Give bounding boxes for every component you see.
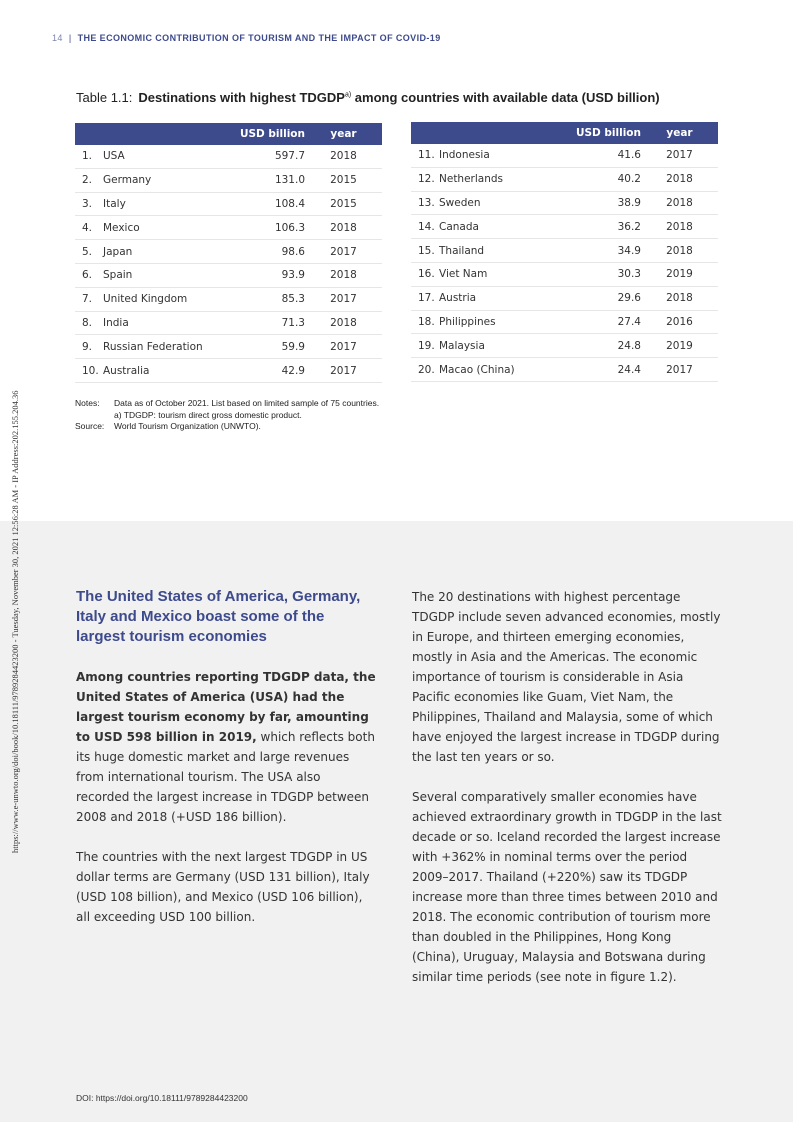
rank: 10. (75, 359, 103, 383)
data-year: 2017 (305, 240, 382, 264)
rank: 19. (411, 334, 439, 358)
source-label: Source: (75, 421, 105, 431)
data-year: 2018 (641, 167, 718, 191)
table-right (411, 122, 718, 382)
tdgdp-value: 41.6 (574, 144, 641, 167)
notes-label: Notes: (75, 398, 100, 408)
data-year: 2015 (305, 168, 382, 192)
table-right-row (411, 334, 718, 358)
data-year: 2018 (305, 216, 382, 240)
rank: 5. (75, 240, 103, 264)
table-title: Destinations with highest TDGDP$^{a)}$ among countries with available data (USD billion) (138, 90, 660, 105)
rank: 6. (75, 263, 103, 287)
tdgdp-value: 29.6 (574, 286, 641, 310)
rank: 16. (411, 262, 439, 286)
tdgdp-value: 131.0 (238, 168, 305, 192)
table-right-row (411, 215, 718, 239)
left-paragraph-1-rest: which reflects both its huge domestic market and large revenues from international tourism. The USA also recorded the largest increase in TDGDP between 2008 and 2018 (+USD 186 billion). (76, 730, 375, 824)
data-year: 2017 (305, 287, 382, 311)
country-name: Austria (439, 286, 574, 310)
data-year: 2018 (305, 145, 382, 168)
left-paragraph-1-bold: Among countries reporting TDGDP data, the United States of America (USA) had the largest tourism economy by far, amounting to USD 598 billion in 2019, (76, 670, 376, 744)
tdgdp-value: 93.9 (238, 263, 305, 287)
rank: 13. (411, 191, 439, 215)
table-left-row (75, 216, 382, 240)
country-name: Indonesia (439, 144, 574, 167)
tdgdp-value: 36.2 (574, 215, 641, 239)
access-stamp (10, 268, 20, 853)
header-title: THE ECONOMIC CONTRIBUTION OF TOURISM AND THE IMPACT OF COVID-19 (77, 33, 441, 43)
country-name: Canada (439, 215, 574, 239)
table-left-row (75, 311, 382, 335)
country-name: Sweden (439, 191, 574, 215)
country-name: Netherlands (439, 167, 574, 191)
tdgdp-value: 108.4 (238, 192, 305, 216)
table-caption (76, 90, 660, 105)
left-paragraph-2: The countries with the next largest TDGDP in US dollar terms are Germany (USD 131 billion), Italy (USD 108 billion), and Mexico (USD 106 billion), all exceeding USD 100 billion. (76, 850, 370, 924)
tdgdp-value: 27.4 (574, 310, 641, 334)
access-stamp-text: https://www.e-unwto.org/doi/book/10.18111/9789284423200 - Tuesday, November 30, 2021 12:56:28 AM - IP Address:202.155.204.36 (10, 390, 20, 853)
section-heading: The United States of America, Germany, Italy and Mexico boast some of the largest tourism economies (76, 588, 361, 645)
table-left (75, 123, 382, 383)
rank: 4. (75, 216, 103, 240)
country-name: Viet Nam (439, 262, 574, 286)
rank: 18. (411, 310, 439, 334)
table-right-header-blank-2 (439, 122, 574, 144)
rank: 8. (75, 311, 103, 335)
table-label: Table 1.1: (76, 90, 133, 105)
table-right-header-year: year (641, 122, 718, 144)
tdgdp-value: 40.2 (574, 167, 641, 191)
data-year: 2018 (641, 215, 718, 239)
rank: 7. (75, 287, 103, 311)
table-left-row (75, 359, 382, 383)
country-name: Mexico (103, 216, 238, 240)
rank: 12. (411, 167, 439, 191)
country-name: India (103, 311, 238, 335)
data-year: 2016 (641, 310, 718, 334)
left-text-column (76, 587, 376, 947)
table-left-header-blank (75, 123, 103, 145)
table-left-row (75, 287, 382, 311)
data-year: 2018 (641, 239, 718, 263)
tdgdp-value: 59.9 (238, 335, 305, 359)
table-left-header-value: USD billion (238, 123, 305, 145)
table-right-row (411, 239, 718, 263)
footnote-a: a) TDGDP: tourism direct gross domestic product. (114, 409, 302, 420)
data-year: 2018 (641, 286, 718, 310)
table-left-body (75, 145, 382, 382)
tdgdp-value: 34.9 (574, 239, 641, 263)
left-paragraph-1 (76, 667, 376, 827)
right-paragraph-1: The 20 destinations with highest percentage TDGDP include seven advanced economies, mostly in Europe, and thirteen emerging economies, mostly in Asia and the Americas. The economic importance of tourism is considerable in Asia Pacific economies like Guam, Viet Nam, the Philippines, Thailand and Malaysia, some of which have enjoyed the largest increase in TDGDP during the last ten years or so. (412, 590, 721, 764)
tdgdp-value: 24.4 (574, 358, 641, 382)
right-text-column (412, 587, 722, 1007)
rank: 20. (411, 358, 439, 382)
country-name: Germany (103, 168, 238, 192)
tdgdp-value: 38.9 (574, 191, 641, 215)
table-left-row (75, 240, 382, 264)
country-name: USA (103, 145, 238, 168)
tdgdp-value: 42.9 (238, 359, 305, 383)
rank: 11. (411, 144, 439, 167)
rank: 9. (75, 335, 103, 359)
doi-link[interactable]: DOI: https://doi.org/10.18111/9789284423200 (76, 1093, 248, 1103)
table-left-row (75, 168, 382, 192)
table-notes (75, 398, 379, 433)
data-year: 2018 (305, 263, 382, 287)
page-number: 14 (52, 33, 63, 43)
country-name: Thailand (439, 239, 574, 263)
tdgdp-value: 106.3 (238, 216, 305, 240)
rank: 17. (411, 286, 439, 310)
table-left-row (75, 145, 382, 168)
table-left-row (75, 192, 382, 216)
table-right-row (411, 262, 718, 286)
rank: 14. (411, 215, 439, 239)
data-year: 2017 (641, 358, 718, 382)
table-right-row (411, 167, 718, 191)
tdgdp-value: 71.3 (238, 311, 305, 335)
rank: 2. (75, 168, 103, 192)
tdgdp-value: 24.8 (574, 334, 641, 358)
country-name: Italy (103, 192, 238, 216)
country-name: Macao (China) (439, 358, 574, 382)
rank: 15. (411, 239, 439, 263)
tdgdp-value: 98.6 (238, 240, 305, 264)
tdgdp-value: 30.3 (574, 262, 641, 286)
table-right-row (411, 358, 718, 382)
country-name: Philippines (439, 310, 574, 334)
rank: 3. (75, 192, 103, 216)
country-name: Japan (103, 240, 238, 264)
tdgdp-value: 597.7 (238, 145, 305, 168)
country-name: Russian Federation (103, 335, 238, 359)
table-left-header-year: year (305, 123, 382, 145)
table-left-header-blank-2 (103, 123, 238, 145)
country-name: United Kingdom (103, 287, 238, 311)
table-right-header-blank (411, 122, 439, 144)
table-left-row (75, 263, 382, 287)
table-title-footnote-marker: a) (344, 91, 352, 99)
table-right-row (411, 191, 718, 215)
notes-text: Data as of October 2021. List based on limited sample of 75 countries. (114, 398, 380, 408)
running-header (52, 33, 441, 43)
country-name: Malaysia (439, 334, 574, 358)
country-name: Spain (103, 263, 238, 287)
table-right-row (411, 286, 718, 310)
tdgdp-value: 85.3 (238, 287, 305, 311)
table-right-header-value: USD billion (574, 122, 641, 144)
data-year: 2018 (641, 191, 718, 215)
data-year: 2015 (305, 192, 382, 216)
data-year: 2017 (641, 144, 718, 167)
table-right-row (411, 310, 718, 334)
right-paragraph-2: Several comparatively smaller economies have achieved extraordinary growth in TDGDP in the last decade or so. Iceland recorded the largest increase with +362% in nominal terms over the period 2009–2017. Thailand (+220%) saw its TDGDP increase more than three times between 2010 and 2018. The economic contribution of tourism more than doubled in the Philippines, Hong Kong (China), Uruguay, Malaysia and Botswana during similar time periods (see note in figure 1.2). (412, 790, 722, 984)
table-right-row (411, 144, 718, 167)
table-left-row (75, 335, 382, 359)
source-text: World Tourism Organization (UNWTO). (114, 421, 261, 431)
rank: 1. (75, 145, 103, 168)
country-name: Australia (103, 359, 238, 383)
data-year: 2017 (305, 335, 382, 359)
data-year: 2017 (305, 359, 382, 383)
data-year: 2018 (305, 311, 382, 335)
header-separator: | (68, 33, 72, 43)
data-year: 2019 (641, 334, 718, 358)
data-year: 2019 (641, 262, 718, 286)
table-right-body (411, 144, 718, 381)
